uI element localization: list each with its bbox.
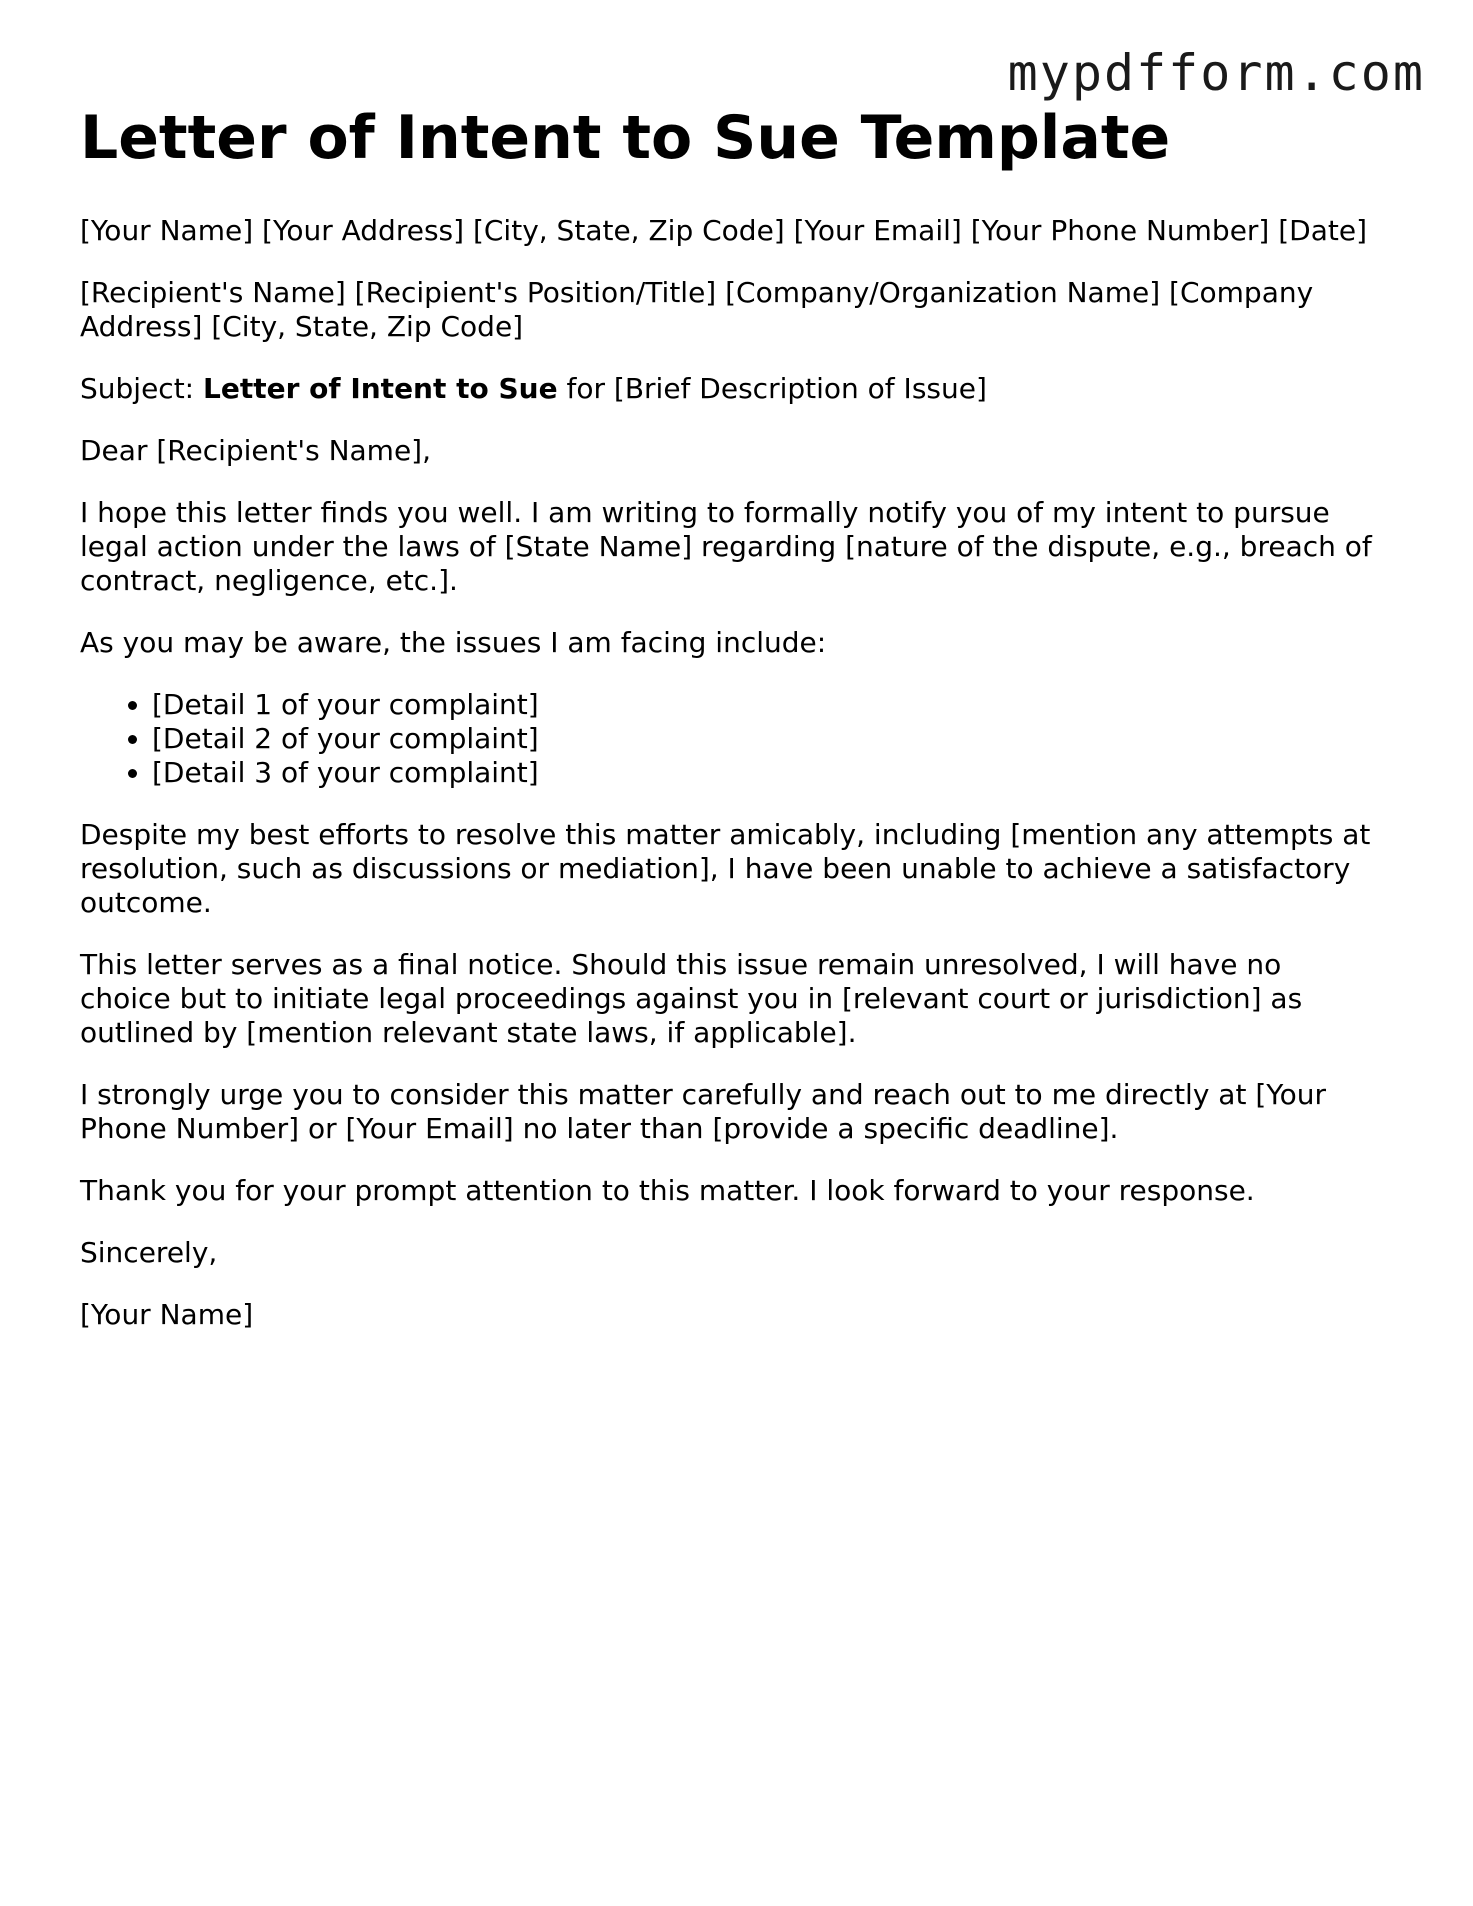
efforts-paragraph: Despite my best efforts to resolve this matter amicably, including [mention any attempts at resolution, such as discussions or mediation], I have been unable to achieve a satisfactory outcome.	[80, 818, 1371, 919]
signature: [Your Name]	[80, 1298, 254, 1331]
complaint-list	[80, 688, 1380, 790]
final-notice-paragraph: This letter serves as a final notice. Should this issue remain unresolved, I will have no choice but to initiate legal proceedings against you in [relevant court or jurisdiction] as outlined by [mention relevant state laws, if applicable].	[80, 948, 1303, 1049]
subject-bold-text: Letter of Intent to Sue	[203, 372, 558, 405]
site-watermark: mypdfform.com	[1007, 44, 1425, 102]
complaint-item: • [Detail 2 of your complaint]	[152, 722, 1380, 756]
issues-lead-paragraph: As you may be aware, the issues I am facing include:	[80, 626, 827, 659]
subject-suffix: for [Brief Description of Issue]	[557, 372, 987, 405]
urge-paragraph: I strongly urge you to consider this matter carefully and reach out to me directly at [Your Phone Number] or [Your Email] no later than [provide a specific deadline].	[80, 1078, 1327, 1145]
document-title: Letter of Intent to Sue Template	[80, 103, 1171, 173]
sender-address-block: [Your Name] [Your Address] [City, State, Zip Code] [Your Email] [Your Phone Number] [Date]	[80, 214, 1368, 247]
subject-line	[80, 372, 1380, 406]
thanks-paragraph: Thank you for your prompt attention to this matter. I look forward to your response.	[80, 1174, 1255, 1207]
complaint-item: • [Detail 1 of your complaint]	[152, 688, 1380, 722]
closing: Sincerely,	[80, 1236, 218, 1269]
intro-paragraph: I hope this letter finds you well. I am writing to formally notify you of my intent to pursue legal action under the laws of [State Name] regarding [nature of the dispute, e.g., breach of contract, negligence, etc.].	[80, 496, 1372, 597]
subject-prefix: Subject:	[80, 372, 204, 405]
letter-document	[80, 102, 1380, 1360]
recipient-address-block: [Recipient's Name] [Recipient's Position/Title] [Company/Organization Name] [Company Address] [City, State, Zip Code]	[80, 276, 1314, 343]
salutation: Dear [Recipient's Name],	[80, 434, 431, 467]
complaint-item: • [Detail 3 of your complaint]	[152, 756, 1380, 790]
